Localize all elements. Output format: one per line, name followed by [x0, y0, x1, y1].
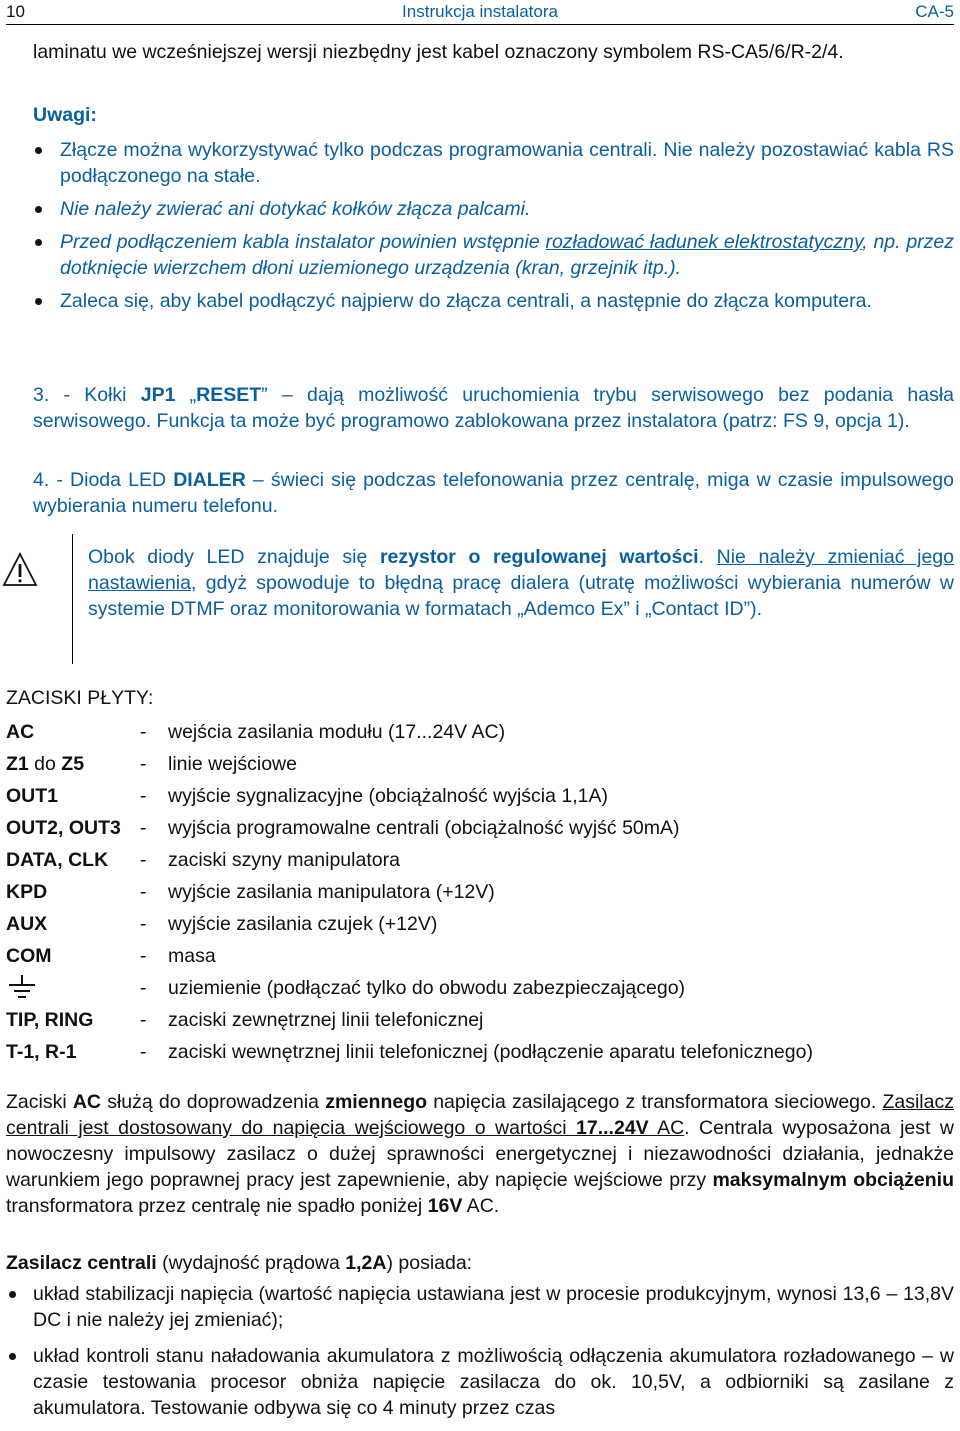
terminal-dash: - [140, 881, 147, 903]
terminals-table [6, 716, 813, 1068]
terminal-desc: wejścia zasilania modułu (17...24V AC) [168, 721, 506, 743]
terminal-desc: zaciski wewnętrznej linii telefonicznej (podłączenie aparatu telefonicznego) [168, 1041, 813, 1063]
text-part: (wydajność prądowa [156, 1252, 346, 1274]
terminal-row [6, 972, 813, 1004]
terminal-dash: - [140, 913, 147, 935]
terminal-desc: masa [168, 945, 216, 967]
terminal-key: AC [6, 721, 35, 743]
text-part: służą do doprowadzenia [101, 1091, 326, 1113]
warning-text-part: . [698, 546, 717, 568]
text-part: transformatora przez centralę nie spadło poniżej [6, 1195, 428, 1217]
note-item: Złącze można wykorzystywać tylko podczas programowania centrali. Nie należy pozostawiać kabla RS podłączonego na stałe. [33, 137, 954, 189]
jp1-label: JP1 [140, 384, 176, 406]
warning-box [0, 534, 960, 664]
point-3-paragraph [33, 382, 954, 434]
warning-divider [72, 534, 73, 664]
ac-paragraph [6, 1089, 954, 1219]
page-header [0, 0, 960, 24]
point-3-prefix: 3. - Kołki [33, 384, 141, 406]
note-underlined-text: rozładować ładunek elektrostatyczny [545, 231, 863, 253]
terminal-key: T-1, R-1 [6, 1041, 77, 1063]
terminal-dash: - [140, 849, 147, 871]
underlined-text: AC [648, 1117, 685, 1139]
document-title: Instrukcja instalatora [402, 2, 558, 21]
terminal-key: DATA, CLK [6, 849, 109, 871]
terminal-desc: wyjście zasilania czujek (+12V) [168, 913, 438, 935]
terminal-dash: - [140, 945, 147, 967]
open-quote: „ [175, 384, 197, 406]
point-4-prefix: 4. - Dioda LED [33, 469, 174, 491]
terminal-row [6, 812, 813, 844]
note-item: Nie należy zwierać ani dotykać kołków złącza palcami. [33, 196, 954, 222]
product-name: CA-5 [915, 2, 954, 21]
header-rule [6, 24, 954, 25]
terminal-dash: - [140, 817, 147, 839]
text-part: . Centrala wyposażona jest w nowoczesny impulsowy zasilacz o dużej sprawności energetycznej i niezawodności działania, jednakże warunkiem jego poprawnej pracy jest zapewnienie, aby napięcie wejściowe przy [6, 1117, 954, 1191]
terminal-desc: zaciski zewnętrznej linii telefonicznej [168, 1009, 484, 1031]
list-item: układ kontroli stanu naładowania akumulatora z możliwością odłączenia akumulatora rozładowanego – w czasie testowania procesor obniża napięcie zasilacza do ok. 10,5V, a odbiorniki są zasilane z akumulatora. Testowanie odbywa się co 4 minuty przez czas [6, 1343, 954, 1421]
terminal-key [6, 748, 140, 780]
terminal-row [6, 748, 813, 780]
terminal-row [6, 940, 813, 972]
terminal-key: COM [6, 945, 52, 967]
note-text: Przed podłączeniem kabla instalator powinien wstępnie [60, 231, 546, 253]
warning-text-part: Obok diody LED znajduje się [88, 546, 380, 568]
terminal-row [6, 908, 813, 940]
list-item: układ stabilizacji napięcia (wartość napięcia ustawiana jest w procesie produkcyjnym, wynosi 13,6 – 13,8V DC i nie należy jej zmieniać); [6, 1281, 954, 1333]
bold-text: 1,2A [345, 1252, 387, 1274]
bold-text: AC [72, 1091, 102, 1113]
underlined-text: Zasilacz centrali jest dostosowany do napięcia wejściowego o wartości [6, 1091, 954, 1139]
terminal-row [6, 780, 813, 812]
terminal-key: TIP, RING [6, 1009, 94, 1031]
text-part: Zaciski [6, 1091, 73, 1113]
intro-paragraph: laminatu we wcześniejszej wersji niezbędny jest kabel oznaczony symbolem RS-CA5/6/R-2/4. [33, 41, 844, 63]
terminal-desc: wyjście sygnalizacyjne (obciążalność wyjścia 1,1A) [168, 785, 609, 807]
warning-text [88, 544, 954, 622]
terminal-desc: wyjścia programowalne centrali (obciążalność wyjść 50mA) [168, 817, 680, 839]
terminal-dash: - [140, 1009, 147, 1031]
terminal-row [6, 716, 813, 748]
notes-heading: Uwagi: [33, 104, 97, 126]
underlined-bold-text: 17...24V [576, 1117, 649, 1139]
text-part: ) posiada: [386, 1252, 473, 1274]
terminal-desc: uziemienie (podłączać tylko do obwodu zabezpieczającego) [168, 977, 686, 999]
terminal-key-part: Z5 [61, 753, 85, 775]
terminal-key-part: do [28, 753, 62, 775]
terminals-title: ZACISKI PŁYTY: [6, 687, 154, 709]
warning-triangle-icon [2, 552, 38, 588]
reset-label: RESET [196, 384, 262, 406]
terminal-row [6, 844, 813, 876]
terminal-desc: zaciski szyny manipulatora [168, 849, 400, 871]
psu-list [6, 1281, 954, 1431]
ground-symbol-icon [6, 974, 38, 1002]
bold-text: Zasilacz centrali [6, 1252, 157, 1274]
notes-list [33, 137, 954, 321]
note-text: , np. przez dotknięcie wierzchem dłoni uziemionego urządzenia (kran, grzejnik itp.). [60, 231, 954, 279]
terminal-dash: - [140, 785, 147, 807]
warning-text-part: , gdyż spowoduje to błędną pracę dialera (utratę możliwości wybierania numerów w systemie DTMF oraz monitorowania w formatach „Ademco Ex” i „Contact ID”). [88, 572, 954, 620]
terminal-dash: - [140, 721, 147, 743]
terminal-key: OUT1 [6, 785, 59, 807]
terminal-key: KPD [6, 881, 48, 903]
terminal-key: AUX [6, 913, 48, 935]
terminal-dash: - [140, 1041, 147, 1063]
terminal-row [6, 1036, 813, 1068]
close-quote: ” [261, 384, 268, 406]
page-number: 10 [6, 2, 25, 21]
note-item: Zaleca się, aby kabel podłączyć najpierw do złącza centrali, a następnie do złącza komputera. [33, 288, 954, 314]
terminal-row [6, 1004, 813, 1036]
bold-text: zmiennego [325, 1091, 428, 1113]
terminal-desc: wyjście zasilania manipulatora (+12V) [168, 881, 495, 903]
terminal-dash: - [140, 753, 147, 775]
point-4-text: – świeci się podczas telefonowania przez centralę, miga w czasie impulsowego wybierania numeru telefonu. [33, 469, 955, 517]
terminal-dash: - [140, 977, 147, 999]
note-item [33, 229, 954, 281]
dialer-label: DIALER [173, 469, 246, 491]
point-4-paragraph [33, 467, 954, 519]
bold-text: maksymalnym obciążeniu [712, 1169, 954, 1191]
psu-heading [6, 1250, 954, 1276]
terminal-key [6, 972, 140, 1004]
terminal-key: OUT2, OUT3 [6, 817, 121, 839]
warning-bold: rezystor o regulowanej wartości [379, 546, 699, 568]
text-part: AC. [462, 1195, 500, 1217]
text-part: napięcia zasilającego z transformatora sieciowego. [427, 1091, 883, 1113]
terminal-key-part: Z1 [6, 753, 29, 775]
warning-underlined: Nie należy zmieniać jego nastawienia [88, 546, 954, 594]
bold-text: 16V [427, 1195, 463, 1217]
terminal-desc: linie wejściowe [168, 753, 297, 775]
point-3-text: – dają możliwość uruchomienia trybu serwisowego bez podania hasła serwisowego. Funkcja ta może być programowo zablokowana przez instalatora (patrz: FS 9, opcja 1). [33, 384, 954, 432]
terminal-row [6, 876, 813, 908]
